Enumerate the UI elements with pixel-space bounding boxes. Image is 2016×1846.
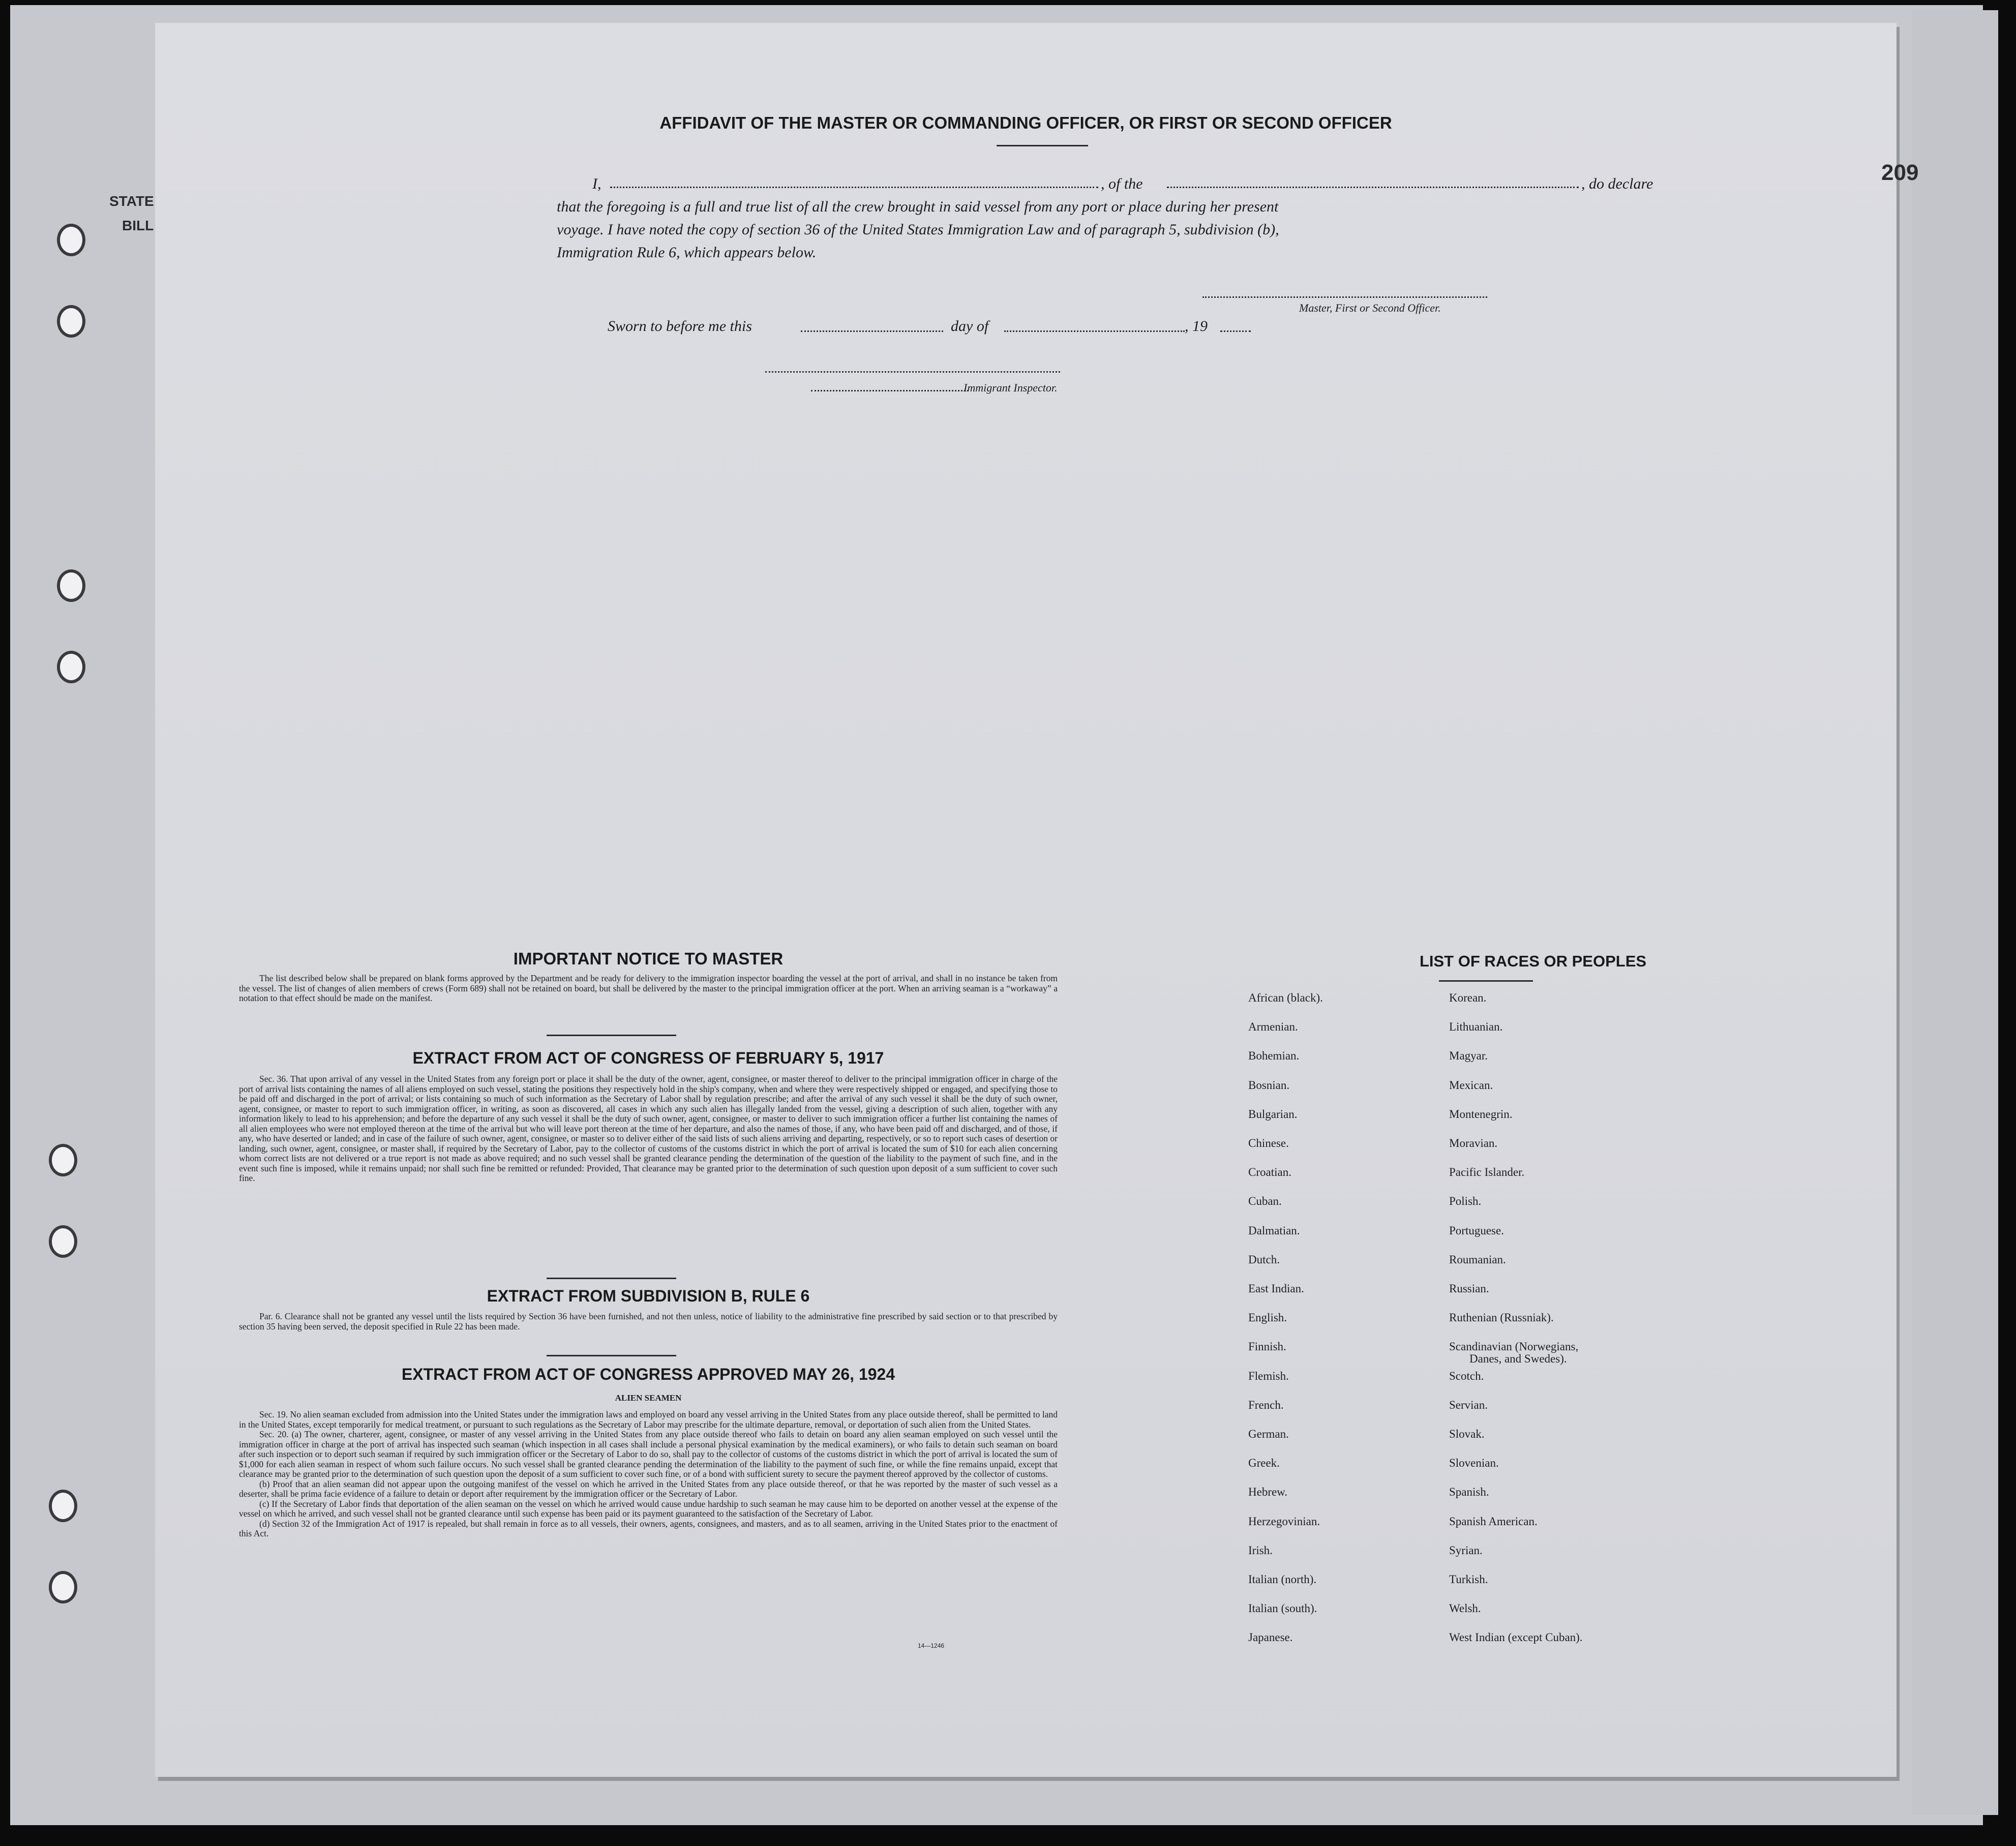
races-title-rule (1439, 980, 1533, 982)
race-item: Roumanian. (1449, 1253, 1506, 1266)
race-item: Armenian. (1248, 1020, 1298, 1034)
extract-1924-title: EXTRACT FROM ACT OF CONGRESS APPROVED MAY 26, 1924 (401, 1365, 895, 1383)
notice-title: IMPORTANT NOTICE TO MASTER (513, 949, 784, 968)
extract-1924-subtitle: ALIEN SEAMEN (615, 1393, 682, 1403)
race-item: Bulgarian. (1248, 1107, 1298, 1121)
race-item: Cuban. (1248, 1195, 1282, 1208)
race-item: Mexican. (1449, 1078, 1493, 1092)
race-item: English. (1248, 1311, 1287, 1324)
race-item: Flemish. (1248, 1369, 1289, 1382)
race-item: Spanish American. (1449, 1515, 1538, 1528)
affidavit-do-declare: , do declare (1581, 175, 1653, 192)
race-item: Polish. (1449, 1195, 1482, 1208)
day-of-label: day of (951, 318, 989, 335)
race-item: Slovenian. (1449, 1457, 1499, 1470)
race-item: Magyar. (1449, 1049, 1488, 1063)
race-item: Greek. (1248, 1457, 1280, 1470)
race-item-continuation: Danes, and Swedes). (1469, 1352, 1567, 1366)
sworn-day-field[interactable] (801, 330, 943, 332)
extract-1924-text: Sec. 19. No alien seaman excluded from admission into the United States under the immigration laws and employed on board any vessel arriving in the United States from any place outside thereof, shall be permitted to land in the United States, except temporarily for medical treatment, or pursuant to such regulations as the Secretary of Labor may prescribe for the ultimate departure, removal, or deportation of such alien from the United States. Sec. 20. (a) The owner, charterer, agent, consignee, or master of any vessel arriving in the United States from any place outside thereof who fails to detain on board any alien seaman employed on such vessel until the immigration officer in charge at the port of arrival has inspected such seaman (which inspection in all cases shall include a personal physical examination by the medical examiners), or who fails to detain such seaman on board after such inspection or to deport such seaman if required by such immigration officer or the Secretary of Labor to do so, shall pay to the collector of customs of the customs district in which the port of arrival is located the sum of $1,000 for each alien seaman in respect of whom such failure occurs. No such vessel shall be granted clearance pending the determination of the liability to the payment of such fine, or while the fine remains unpaid, except that clearance may be granted prior to the determination of such question upon the deposit of a sum sufficient to cover such fine, or of a bond with sufficient surety to secure the payment thereof approved by the collector of customs. (b) Proof that an alien seaman did not appear upon the outgoing manifest of the vessel on which he arrived in the United States from any place outside thereof, or that he was reported by the master of such vessel as a deserter, shall be prima facie evidence of a failure to detain or deport after requirement by the immigration officer or the Secretary of Labor. (c) If the Secretary of Labor finds that deportation of the alien seaman on the vessel on which he arrived would cause undue hardship to such seaman he may cause him to be deported on another vessel at the expense of the vessel on which he arrived, and such vessel shall not be granted clearance until such expense has been paid or its payment guaranteed to the satisfaction of the Secretary of Labor. (d) Section 32 of the Immigration Act of 1917 is repealed, but shall remain in force as to all vessels, their owners, agents, consignees, and masters, and as to all seamen, arriving in the United States prior to the enactment of this Act. (239, 1409, 1058, 1538)
affidavit-line-3: Immigration Rule 6, which appears below. (557, 244, 817, 261)
affidavit-title: AFFIDAVIT OF THE MASTER OR COMMANDING OFFICER, OR FIRST OR SECOND OFFICER (659, 113, 1392, 132)
section-rule (547, 1278, 676, 1279)
vessel-name-field[interactable] (1167, 187, 1579, 188)
notice-text: The list described below shall be prepared on blank forms approved by the Department and be ready for delivery to the immigration inspector boarding the vessel at the port of arrival, and shall in no instance be taken from the vessel. The list of changes of alien members of crews (Form 689) shall not be retained on board, but shall be delivered by the master to the principal immigration officer at the port. When an arriving seaman is a “workaway” a notation to that effect should be made on the manifest. (239, 973, 1058, 1003)
race-item: Welsh. (1449, 1602, 1481, 1615)
sworn-year-field[interactable] (1220, 330, 1251, 332)
race-item: Ruthenian (Russniak). (1449, 1311, 1554, 1324)
punch-hole (57, 651, 85, 683)
race-item: Japanese. (1248, 1631, 1293, 1644)
inspector-signature-label: Immigrant Inspector. (964, 381, 1058, 394)
punch-hole (57, 569, 85, 602)
margin-bill-label: BILL (122, 218, 154, 233)
margin-state-label: STATE (109, 193, 154, 209)
race-item: Irish. (1248, 1544, 1273, 1557)
punch-hole (49, 1225, 77, 1258)
race-item: Turkish. (1449, 1573, 1488, 1586)
title-rule (997, 145, 1088, 146)
race-item: Scotch. (1449, 1369, 1484, 1382)
affidavit-line-2: voyage. I have noted the copy of section 36 of the United States Immigration Law and of paragraph 5, subdivision (b), (557, 221, 1279, 238)
punch-hole (57, 224, 85, 256)
race-item: Lithuanian. (1449, 1020, 1503, 1034)
punch-hole (49, 1490, 77, 1522)
race-item: Dalmatian. (1248, 1224, 1300, 1237)
affidavit-of-the: , of the (1101, 175, 1143, 192)
extract-rule6-title: EXTRACT FROM SUBDIVISION B, RULE 6 (487, 1287, 810, 1305)
race-item: Spanish. (1449, 1486, 1489, 1499)
race-item: Bosnian. (1248, 1078, 1290, 1092)
race-item: Chinese. (1248, 1137, 1289, 1149)
race-item: Croatian. (1248, 1166, 1291, 1179)
page-number-mark: 209 (1881, 160, 1919, 185)
race-item: Russian. (1449, 1282, 1489, 1295)
race-item: Syrian. (1449, 1544, 1483, 1557)
punch-hole (49, 1144, 77, 1176)
underlying-page-edge (1912, 10, 1998, 1815)
affidavit-i-label: I, (592, 175, 601, 192)
race-item: Hebrew. (1248, 1486, 1288, 1499)
sworn-label: Sworn to before me this (608, 318, 752, 335)
section-rule (547, 1355, 676, 1356)
race-item: Italian (south). (1248, 1602, 1317, 1615)
inspector-signature-field-2[interactable] (811, 390, 969, 391)
race-item: West Indian (except Cuban). (1449, 1631, 1583, 1644)
race-item: Portuguese. (1449, 1224, 1504, 1237)
extract-rule6-text: Par. 6. Clearance shall not be granted any vessel until the lists required by Section 36 have been furnished, and not then unless, notice of liability to the administrative fine prescribed by said section or to that prescribed by section 35 having been served, the deposit specified in Rule 22 has been made. (239, 1311, 1058, 1331)
race-item: Pacific Islander. (1449, 1166, 1525, 1179)
race-item: Moravian. (1449, 1137, 1498, 1149)
race-item: Dutch. (1248, 1253, 1280, 1266)
race-item: Slovak. (1449, 1428, 1485, 1440)
sworn-month-field[interactable] (1004, 330, 1185, 332)
race-item: German. (1248, 1428, 1289, 1440)
master-signature-field[interactable] (1202, 296, 1487, 298)
punch-hole (57, 305, 85, 338)
race-item: Scandinavian (Norwegians, (1449, 1340, 1579, 1353)
race-item: Servian. (1449, 1398, 1488, 1411)
form-number: 14—1246 (918, 1642, 945, 1649)
race-item: African (black). (1248, 991, 1323, 1004)
race-item: Bohemian. (1248, 1049, 1300, 1063)
race-item: French. (1248, 1398, 1284, 1411)
race-item: Montenegrin. (1449, 1107, 1513, 1121)
race-item: Finnish. (1248, 1340, 1286, 1353)
races-title: LIST OF RACES OR PEOPLES (1419, 952, 1647, 970)
race-item: Italian (north). (1248, 1573, 1317, 1586)
form-sheet (155, 23, 1897, 1777)
affidavit-line-1: that the foregoing is a full and true list of all the crew brought in said vessel from any port or place during her present (557, 198, 1279, 215)
inspector-signature-field[interactable] (765, 371, 1060, 373)
master-signature-label: Master, First or Second Officer. (1299, 301, 1441, 314)
punch-hole (49, 1571, 77, 1603)
master-name-field[interactable] (610, 187, 1098, 188)
race-item: Herzegovinian. (1248, 1515, 1320, 1528)
extract-1917-title: EXTRACT FROM ACT OF CONGRESS OF FEBRUARY 5, 1917 (412, 1049, 884, 1067)
section-rule (547, 1035, 676, 1036)
race-item: Korean. (1449, 991, 1487, 1004)
race-item: East Indian. (1248, 1282, 1304, 1295)
year-label: , 19 (1185, 318, 1208, 335)
extract-1917-text: Sec. 36. That upon arrival of any vessel in the United States from any foreign port or place it shall be the duty of the owner, agent, consignee, or master thereof to deliver to the principal immigration officer in charge of the port of arrival lists containing the names of all aliens employed on such vessel, stating the positions they respectively hold in the ship's company, when and where they were respectively shipped or engaged, and specifying those to be paid off and discharged in the port of arrival; or lists containing so much of such information as the Secretary of Labor shall by regulation prescribe; and after the arrival of any such vessel it shall be the duty of such owner, agent, consignee, or master to report to such immigration officer, in writing, as soon as discovered, all cases in which any such alien has illegally landed from the vessel, giving a description of such alien, together with any information likely to lead to his apprehension; and before the departure of any such vessel it shall be the duty of such owner, agent, consignee, or master to deliver to such immigration officer a further list containing the names of all alien employees who were not employed thereon at the time of the arrival but who will leave port thereon at the time of her departure, and also the names of those, if any, who have been paid off and discharged, and of those, if any, who have deserted or landed; and in case of the failure of such owner, agent, consignee, or master so to deliver either of the said lists of such aliens arriving and departing, respectively, or so to report such cases of desertion or landing, such owner, agent, consignee, or master shall, if required by the Secretary of Labor, pay to the collector of customs of the customs district in which the port of arrival is located the sum of $10 for each alien concerning whom correct lists are not delivered or a true report is not made as above required; and no such vessel shall be granted clearance pending the determination of the question of the liability to the payment of such fine, and in the event such fine is imposed, while it remains unpaid; nor shall such fine be remitted or refunded: Provided, That clearance may be granted prior to the determination of such question upon deposit of a sum sufficient to cover such fine. (239, 1074, 1058, 1183)
